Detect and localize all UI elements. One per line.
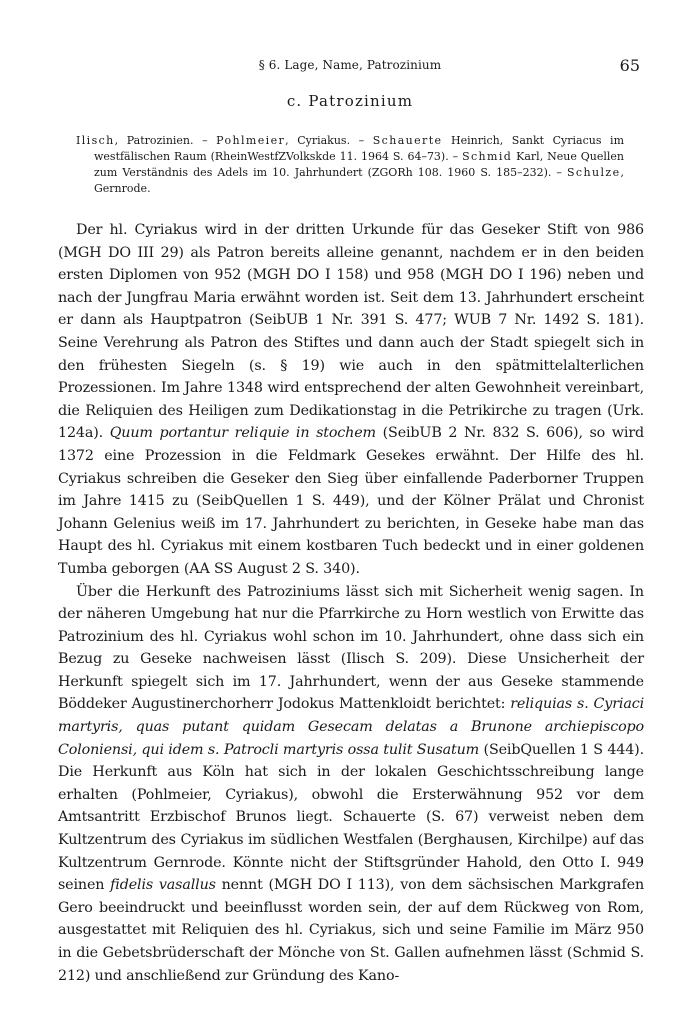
bib-author: Schulze — [567, 166, 621, 179]
bib-text: Heinrich, Sankt Cyriacus im westfälischen Raum (RheinWestfZVolkskde 11. 1964 S. 64–73). – — [94, 134, 625, 163]
bib-entry-2 — [216, 134, 373, 147]
bib-text: , Gernrode. — [94, 166, 624, 195]
text-run: (SeibQuellen 1 S 444). Die Herkunft aus Köln hat sich in der lokalen Geschichtsschreibung lange erhalten (Pohlmeier, Cyriakus), obwohl die Ersterwähnung 952 vor dem Amtsantritt Erzbischof Brunos liegt. Schauerte (S. 67) verweist neben dem Kultzentrum des Cyriakus im südlichen Westfalen (Berghausen, Kirchilpe) auf das Kultzentrum Gernrode. Könnte nicht der Stiftsgründer Hahold, den Otto I. 949 seinen — [58, 741, 644, 894]
latin-quote: fidelis vasallus — [110, 877, 216, 894]
running-head — [0, 56, 700, 76]
paragraph-2 — [58, 581, 644, 988]
latin-quote: reliquias s. Cyriaci martyris, quas putant quidam Gesecam delatas a Brunone archiepiscopo Coloniensi, qui idem s. Patrocli martyris ossa tulit Susatum — [58, 696, 644, 758]
page-number: 65 — [619, 56, 640, 75]
text-run: (SeibUB 2 Nr. 832 S. 606), so wird 1372 eine Prozession in die Feldmark Gesekes erwähnt. Der Hilfe des hl. Cyriakus schreiben die Geseker den Sieg über einfallende Paderborner Truppen im Jahre 1415 zu (SeibQuellen 1 S. 449), und der Kölner Prälat und Chronist Johann Gelenius weiß im 17. Jahrhundert zu berichten, in Geseke habe man das Haupt des hl. Cyriakus mit einem kostbaren Tuch bedeckt und in einer goldenen Tumba geborgen (AA SS August 2 S. 340). — [58, 425, 644, 577]
latin-quote: Quum portantur reliquie in stochem — [109, 425, 376, 442]
section-title: c. Patrozinium — [286, 92, 414, 110]
bib-text: Karl, Neue Quellen zum Verständnis des Adels im 10. Jahrhundert (ZGORh 108. 1960 S. 185–232). – — [94, 150, 625, 179]
body-text — [58, 219, 644, 987]
bib-text: , Cyriakus. – — [285, 134, 373, 147]
bib-author: Schauerte — [372, 134, 443, 147]
bib-author: Pohlmeier — [216, 134, 286, 147]
text-run: Der hl. Cyriakus wird in der dritten Urkunde für das Geseker Stift von 986 (MGH DO III 29) als Patron bereits alleine genannt, nachdem er in den beiden ersten Diplomen von 952 (MGH DO I 158) und 958 (MGH DO I 196) neben und nach der Jungfrau Maria erwähnt worden ist. Seit dem 13. Jahrhundert erscheint er dann als Hauptpatron (SeibUB 1 Nr. 391 S. 477; WUB 7 Nr. 1492 S. 181). Seine Verehrung als Patron des Stiftes und dann auch der Stadt spiegelt sich in den frühesten Siegeln (s. § 19) wie auch in den spätmittelalterlichen Prozessionen. Im Jahre 1348 wird entsprechend der alten Gewohnheit vereinbart, die Reliquien des Heiligen zum Dedikationstag in die Petrikirche zu tragen (Urk. 124a). — [58, 222, 644, 442]
bib-entry-1 — [76, 134, 216, 147]
running-head-title: § 6. Lage, Name, Patrozinium — [258, 58, 442, 72]
bib-author: Ilisch — [76, 134, 115, 147]
text-run: Über die Herkunft des Patroziniums lässt sich mit Sicherheit wenig sagen. In der näheren Umgebung hat nur die Pfarrkirche zu Horn westlich von Erwitte das Patrozinium des hl. Cyriakus wohl schon im 10. Jahrhundert, ohne dass sich ein Bezug zu Geseke nachweisen lässt (Ilisch S. 209). Diese Unsicherheit der Herkunft spiegelt sich im 17. Jahrhundert, wenn der aus Geseke stammende Böddeker Augustinerchorherr Jodokus Mattenkloidt berichtet: — [58, 583, 644, 713]
bib-author: Schmid — [462, 150, 513, 163]
bibliography-list — [76, 133, 624, 197]
bib-text: , Patrozinien. – — [114, 134, 217, 147]
paragraph-1 — [58, 219, 644, 581]
bibliography-block — [76, 133, 624, 197]
text-run: nennt (MGH DO I 113), von dem sächsischen Markgrafen Gero beeindruckt und beeinflusst worden sein, der auf dem Rückweg von Rom, ausgestattet mit Reliquien des hl. Cyriakus, sich und seine Familie im März 950 in die Gebetsbrüderschaft der Mönche von St. Gallen aufnehmen lässt (Schmid S. 212) und anschließend zur Gründung des Kano- — [58, 877, 644, 984]
